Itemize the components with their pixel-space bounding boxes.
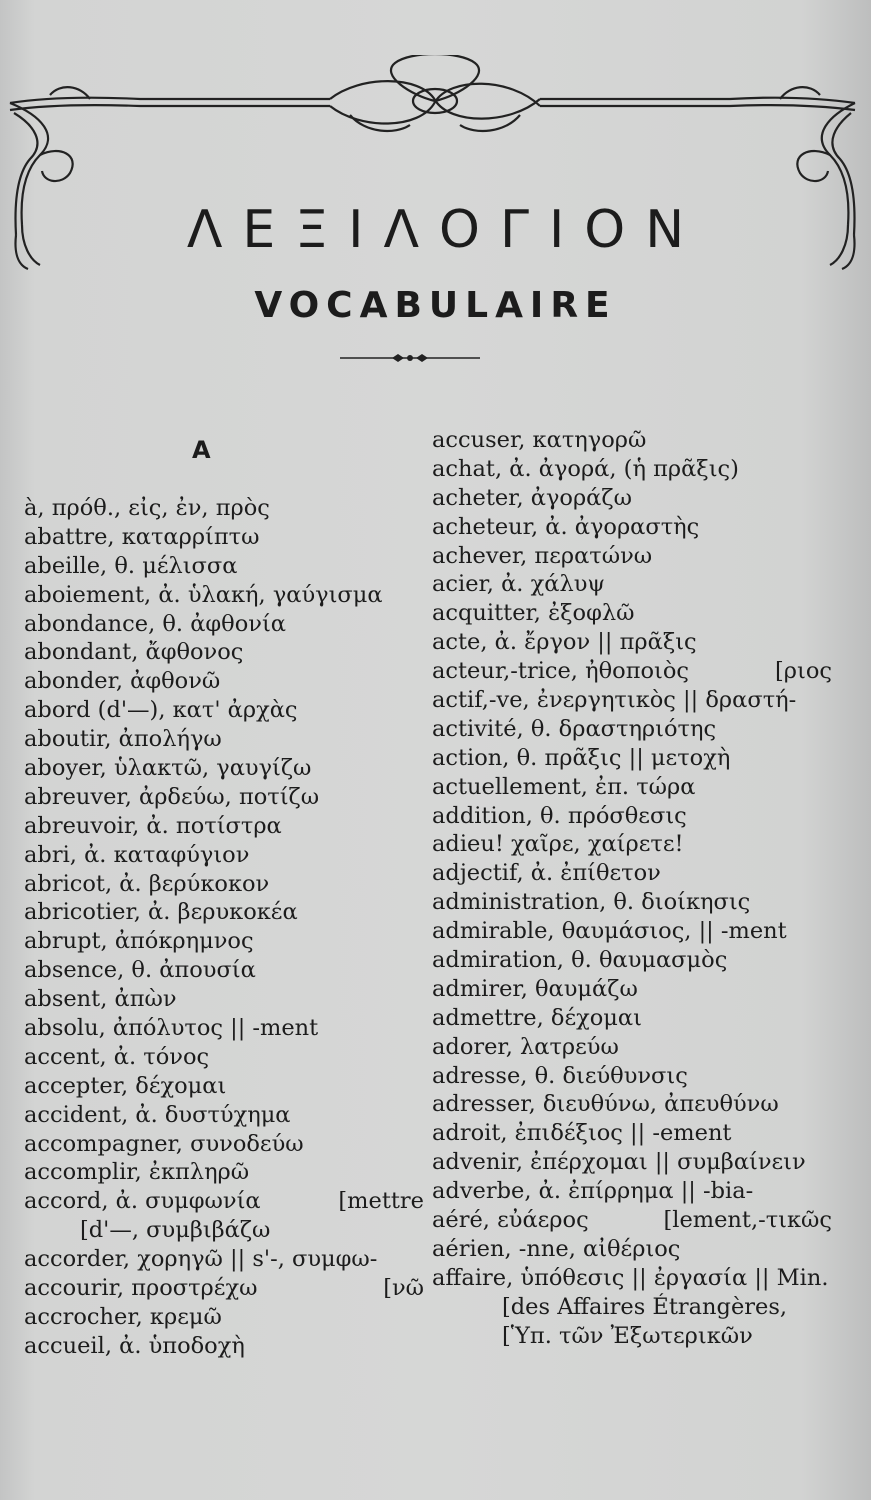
list-item	[432, 513, 832, 542]
list-item	[432, 1293, 832, 1322]
entry-text: admirer, θαυμάζω	[432, 975, 638, 1002]
entry-text: advenir, ἐπέρχομαι || συμβαίνειν	[432, 1149, 806, 1176]
entry-text: accourir, προστρέχω	[24, 1275, 258, 1302]
entry-text: abeille, θ. μέλισσα	[24, 552, 238, 579]
list-item	[432, 1033, 832, 1062]
entry-text: activité, θ. δραστηριότης	[432, 715, 717, 742]
entry-text: [Ὑπ. τῶν Ἐξωτερικῶν	[502, 1322, 753, 1349]
entry-text: abricot, ἀ. βερύκοκον	[24, 870, 270, 897]
entry-continuation: [νῶ	[383, 1275, 424, 1302]
entry-text: abord (d'—), κατ' ἀρχὰς	[24, 697, 298, 724]
list-item	[432, 570, 832, 599]
left-column-entries	[24, 494, 424, 1361]
list-item	[24, 552, 424, 581]
list-item	[432, 830, 832, 859]
list-item	[24, 1303, 424, 1332]
entry-text: absolu, ἀπόλυτος || -ment	[24, 1015, 319, 1042]
entry-text: abonder, ἀφθονῶ	[24, 668, 221, 695]
entry-text: aérien, -nne, αἰθέριος	[432, 1235, 681, 1262]
entry-text: [d'—, συμβιβάζω	[80, 1217, 271, 1244]
entry-text: administration, θ. διοίκησις	[432, 889, 751, 916]
entry-text: accuser, κατηγορῶ	[432, 427, 647, 453]
entry-text: acquitter, ἐξοφλῶ	[432, 600, 635, 627]
entry-text: adverbe, ἀ. ἐπίρρημα || -bia-	[432, 1178, 754, 1205]
entry-text: accueil, ἀ. ὑποδοχὴ	[24, 1332, 245, 1359]
list-item	[24, 985, 424, 1014]
entry-text: actif,-ve, ἐνεργητικὸς || δραστή-	[432, 687, 797, 714]
entry-text: abondant, ἄφθονος	[24, 639, 244, 666]
list-item	[24, 1130, 424, 1159]
entry-text: adorer, λατρεύω	[432, 1033, 619, 1060]
list-item	[24, 581, 424, 610]
entry-text: addition, θ. πρόσθεσις	[432, 802, 687, 829]
list-item	[432, 1062, 832, 1091]
entry-text: acheter, ἀγοράζω	[432, 484, 632, 511]
entry-text: abattre, καταρρίπτω	[24, 523, 260, 550]
list-item	[432, 946, 832, 975]
entry-text: affaire, ὑπόθεσις || ἐργασία || Min.	[432, 1264, 829, 1291]
list-item	[432, 1148, 832, 1177]
entry-text: adroit, ἐπιδέξιος || -ement	[432, 1120, 732, 1147]
entry-text: abri, ἀ. καταφύγιον	[24, 841, 250, 868]
right-column-entries	[432, 426, 832, 1351]
list-item	[24, 841, 424, 870]
page-title: ΛΕΞΙΛΟΓΙΟΝ	[186, 200, 705, 260]
entry-text: adieu! χαῖρε, χαίρετε!	[432, 831, 684, 858]
list-item	[24, 1216, 424, 1245]
list-item	[24, 1332, 424, 1361]
section-letter: A	[192, 436, 211, 464]
list-item	[432, 657, 832, 686]
list-item	[432, 1119, 832, 1148]
list-item	[432, 542, 832, 571]
entry-continuation: [mettre	[338, 1188, 424, 1215]
list-item	[432, 1264, 832, 1293]
entry-text: absence, θ. ἀπουσία	[24, 957, 256, 984]
entry-text: accomplir, ἐκπληρῶ	[24, 1159, 250, 1186]
entry-text: aboyer, ὑλακτῶ, γαυγίζω	[24, 755, 312, 782]
list-item	[432, 802, 832, 831]
entry-text: accorder, χορηγῶ || s'-, συμφω-	[24, 1246, 378, 1273]
list-item	[432, 1090, 832, 1119]
entry-text: aéré, εὐάερος	[432, 1207, 589, 1234]
list-item	[24, 667, 424, 696]
entry-text: absent, ἀπὼν	[24, 986, 177, 1013]
entry-continuation: [lement,-τικῶς	[663, 1207, 832, 1234]
list-item	[24, 870, 424, 899]
entry-text: achat, ἀ. ἀγορά, (ἡ πρᾶξις)	[432, 455, 739, 482]
list-item	[24, 1158, 424, 1187]
entry-text: actuellement, ἐπ. τώρα	[432, 773, 696, 800]
entry-text: acheteur, ἀ. ἀγοραστὴς	[432, 513, 700, 540]
list-item	[24, 783, 424, 812]
entry-text: accent, ἀ. τόνος	[24, 1043, 210, 1070]
entry-continuation: [ριος	[775, 658, 832, 685]
list-item	[24, 1014, 424, 1043]
list-item	[432, 599, 832, 628]
list-item	[24, 1274, 424, 1303]
list-item	[24, 610, 424, 639]
page-subtitle: VOCABULAIRE	[254, 285, 617, 326]
list-item	[432, 744, 832, 773]
entry-text: adresse, θ. διεύθυνσις	[432, 1062, 688, 1089]
list-item	[432, 455, 832, 484]
list-item	[24, 494, 424, 523]
list-item	[432, 859, 832, 888]
list-item	[24, 638, 424, 667]
list-item	[432, 975, 832, 1004]
list-item	[24, 1101, 424, 1130]
entry-text: admiration, θ. θαυμασμὸς	[432, 947, 728, 974]
entry-text: achever, περατώνω	[432, 542, 653, 569]
entry-text: accident, ἀ. δυστύχημα	[24, 1101, 291, 1128]
list-item	[432, 426, 832, 455]
entry-text: [des Affaires Étrangères,	[502, 1293, 788, 1320]
entry-text: acteur,-trice, ἠθοποιὸς	[432, 658, 689, 685]
entry-text: admirable, θαυμάσιος, || -ment	[432, 918, 787, 945]
list-item	[24, 1043, 424, 1072]
list-item	[432, 773, 832, 802]
list-item	[432, 1004, 832, 1033]
entry-text: aboutir, ἀπολήγω	[24, 726, 222, 753]
entry-text: abreuvoir, ἀ. ποτίστρα	[24, 812, 282, 839]
list-item	[24, 523, 424, 552]
entry-text: abrupt, ἀπόκρημνος	[24, 928, 254, 955]
list-item	[432, 686, 832, 715]
list-item	[432, 1206, 832, 1235]
list-item	[432, 917, 832, 946]
list-item	[432, 1235, 832, 1264]
list-item	[24, 1187, 424, 1216]
list-item	[24, 754, 424, 783]
entry-text: abricotier, ἀ. βερυκοκέα	[24, 899, 298, 926]
list-item	[24, 1245, 424, 1274]
list-item	[24, 812, 424, 841]
list-item	[432, 484, 832, 513]
entry-text: adresser, διευθύνω, ἀπευθύνω	[432, 1091, 779, 1118]
list-item	[24, 696, 424, 725]
entry-text: accompagner, συνοδεύω	[24, 1130, 304, 1157]
entry-text: abondance, θ. ἀφθονία	[24, 610, 286, 637]
entry-text: adjectif, ἀ. ἐπίθετον	[432, 860, 661, 887]
list-item	[432, 715, 832, 744]
list-item	[24, 956, 424, 985]
entry-text: accord, ἀ. συμφωνία	[24, 1188, 261, 1215]
entry-text: aboiement, ἀ. ὑλακή, γαύγισμα	[24, 581, 383, 608]
list-item	[432, 1177, 832, 1206]
list-item	[432, 1322, 832, 1351]
entry-text: à, πρόθ., εἰς, ἐν, πρὸς	[24, 495, 270, 521]
entry-text: action, θ. πρᾶξις || μετοχὴ	[432, 744, 731, 771]
list-item	[24, 927, 424, 956]
list-item	[432, 888, 832, 917]
section-divider-ornament	[340, 350, 480, 366]
entry-text: abreuver, ἀρδεύω, ποτίζω	[24, 783, 320, 810]
entry-text: acier, ἀ. χάλυψ	[432, 571, 606, 598]
list-item	[432, 628, 832, 657]
entry-text: accepter, δέχομαι	[24, 1072, 227, 1099]
entry-text: accrocher, κρεμῶ	[24, 1303, 222, 1330]
entry-text: admettre, δέχομαι	[432, 1004, 642, 1031]
list-item	[24, 1072, 424, 1101]
list-item	[24, 898, 424, 927]
entry-text: acte, ἀ. ἔργον || πρᾶξις	[432, 629, 697, 656]
list-item	[24, 725, 424, 754]
